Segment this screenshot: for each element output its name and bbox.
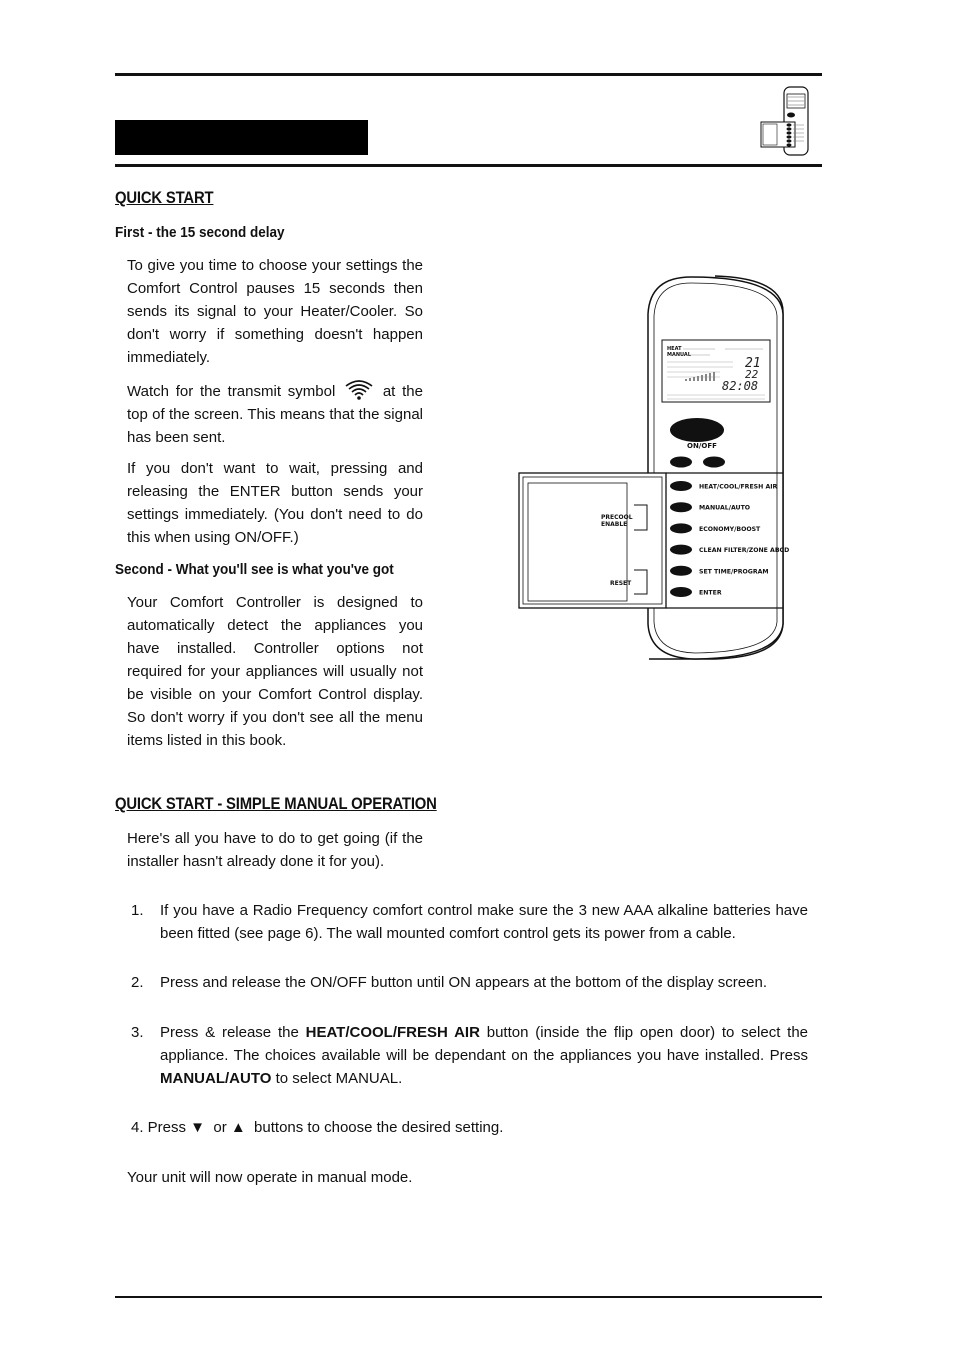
on-off-label: ON/OFF [687,442,717,450]
paragraph-autodetect: Your Comfort Controller is designed to automatically detect the appliances you have installed. Controller options not required for your appliances will usually not be visible on your Comfort Control display. So don't worry if you don't see all the menu items listed in this book. [127,594,423,749]
remote-button-2[interactable] [670,502,692,512]
remote-button-5[interactable] [670,566,692,576]
step-3-text-a: Press & release the [160,1024,299,1041]
manual-intro: Here's all you have to do to get going (if the installer hasn't already done it for you). [127,830,423,870]
remote-button-label-1: HEAT/COOL/FRESH AIR [699,483,778,491]
paragraph-enter: If you don't want to wait, pressing and releasing the ENTER button sends your settings immediately. (You don't need to do this when using ON/OFF.) [127,460,423,546]
remote-button-label-3: ECONOMY/BOOST [699,525,761,533]
remote-button-label-5: SET TIME/PROGRAM [699,568,769,576]
wifi-transmit-icon [344,379,374,401]
display-temp1: 21 [745,356,761,371]
step-2-text: Press and release the ON/OFF button until ON appears at the bottom of the display screen. [160,974,767,991]
remote-button-3[interactable] [670,523,692,533]
second-wysiwyg-subheading: Second - What you'll see is what you've got [115,561,394,578]
header-top-rule [115,73,822,76]
remote-button-label-2: MANUAL/AUTO [699,504,751,512]
display-heat-label: HEAT [667,346,682,352]
step-3-text [160,1021,808,1090]
step-3-heat-cool-bold: HEAT/COOL/FRESH AIR [305,1024,480,1041]
remote-button-label-6: ENTER [699,589,722,597]
display-temp2: 22 [745,368,759,381]
remote-body-outline [648,277,783,659]
manual-operation-heading: QUICK START - SIMPLE MANUAL OPERATION [115,795,437,813]
step-1-text: If you have a Radio Frequency comfort control make sure the 3 new AAA alkaline batteries have been fitted (see page 6). The wall mounted comfort control gets its power from a cable. [160,902,808,942]
down-arrow-button[interactable] [670,457,692,468]
remote-button-4[interactable] [670,545,692,555]
display-manual-label: MANUAL [667,352,691,358]
step-3-number: 3. [131,1024,144,1041]
transmit-text-a: Watch for the transmit symbol [127,383,336,400]
up-arrow-button[interactable] [703,457,725,468]
remote-button-label-4: CLEAN FILTER/ZONE ABCD [699,547,790,555]
on-off-button[interactable] [670,418,724,442]
paragraph-transmit [127,379,423,449]
paragraph-delay: To give you time to choose your settings the Comfort Control pauses 15 seconds then sends its signal to your Heater/Cooler. So don't worry if something doesn't happen immediately. [127,257,423,366]
step-3-text-b: button (inside the flip open door) to select the appliance. The choices available will be dependant on the appliances you have installed. Press [160,1024,809,1064]
precool-label-2: ENABLE [601,521,628,528]
flip-door [519,473,666,608]
step-3-manual-auto-bold: MANUAL/AUTO [160,1070,272,1087]
header-bottom-rule [115,164,822,167]
step-4-text: 4. Press ▼ or ▲ buttons to choose the desired setting. [131,1119,504,1136]
step-1-number: 1. [131,902,144,919]
footer-rule [115,1296,822,1298]
step-3-text-c: to select MANUAL. [275,1070,403,1087]
closing-text: Your unit will now operate in manual mode. [127,1169,413,1186]
display-time: 82:08 [722,379,759,393]
remote-control-illustration [515,272,790,664]
remote-button-1[interactable] [670,481,692,491]
remote-button-6[interactable] [670,587,692,597]
precool-label-1: PRECOOL [601,514,633,521]
quick-start-heading: QUICK START [115,189,214,207]
reset-label: RESET [610,580,632,587]
first-delay-subheading: First - the 15 second delay [115,224,285,241]
header-title-bar [115,120,368,155]
transmit-text-b: at the top of the screen. This means that the signal has been sent. [127,383,423,446]
remote-thumbnail-icon [758,85,812,157]
step-2-number: 2. [131,974,144,991]
